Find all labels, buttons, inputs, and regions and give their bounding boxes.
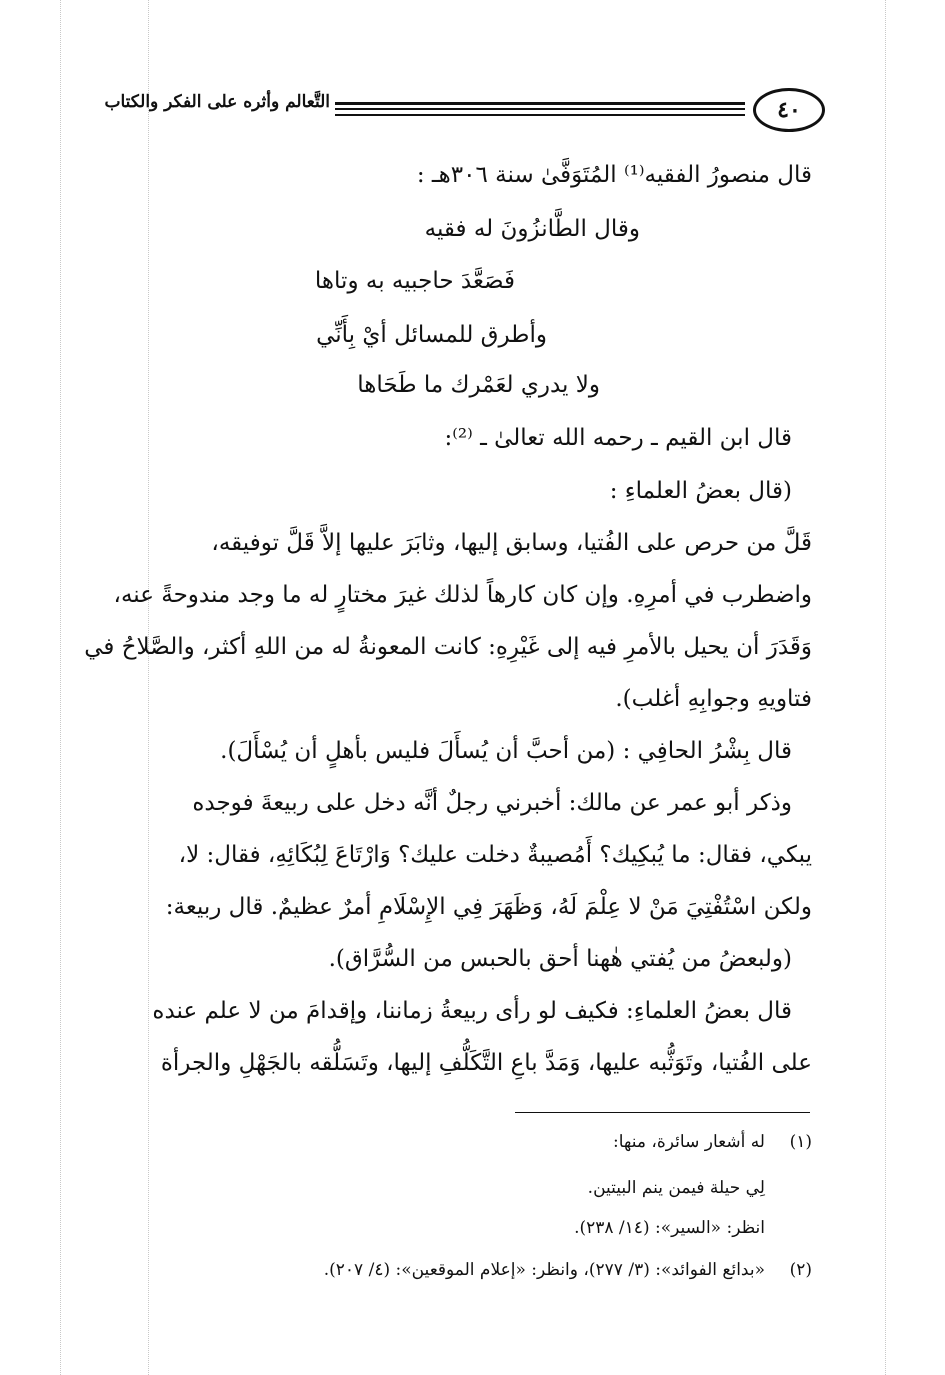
text-line: واضطرب في أمرِهِ. وإن كان كارهاً لذلك غيرَ مختارٍ له ما وجد مندوحةً عنه، (113, 582, 812, 608)
quote-intro: قال ابن القيم ـ رحمه الله تعالىٰ ـ ⁽²⁾: (444, 425, 792, 451)
scan-artifact-line (885, 0, 886, 1375)
footnote-verse: لِي حيلة فيمن ينم البيتين. (587, 1178, 765, 1198)
running-title: التَّعالم وأثره على الفكر والكتاب (104, 92, 330, 112)
header-rule (335, 102, 745, 105)
poem-verse: وأطرق للمسائل أيْ بِأَنِّي (316, 322, 547, 348)
intro-line: قال منصورُ الفقيه⁽¹⁾ المُتَوَفَّىٰ سنة ٣٠٦هـ : (416, 162, 812, 188)
quote-intro: (قال بعضُ العلماءِ : (609, 478, 792, 504)
header-rule (335, 114, 745, 116)
text-line: يبكي، فقال: ما يُبكِيك؟ أَمُصيبةٌ دخلت عليك؟ وَارْتَاعَ لِبُكَائِهِ، فقال: لا، (178, 842, 812, 868)
text-line: فتاويهِ وجوابِهِ أغلب). (615, 686, 812, 712)
header-rule (335, 108, 745, 110)
text-line: وذكر أبو عمر عن مالك: أخبرني رجلٌ أنَّه دخل على ربيعةَ فوجده (192, 790, 792, 816)
footnote-text: له أشعار سائرة، منها: (613, 1132, 765, 1152)
poem-verse: فَصَعَّدَ حاجبيه به وتاها (314, 268, 515, 294)
poem-verse: وقال الطَّانزُونَ له فقيه (424, 216, 640, 242)
text-line: قَلَّ من حرص على الفُتيا، وسابق إليها، وثابَرَ عليها إلاَّ قَلَّ توفيقه، (211, 530, 812, 556)
poem-verse: ولا يدري لعَمْرك ما طَحَاها (357, 372, 600, 398)
footnote-text: «بدائع الفوائد»: (٣/ ٢٧٧)، وانظر: «إعلام الموقعين»: (٤/ ٢٠٧). (323, 1260, 765, 1280)
scan-artifact-line (60, 0, 61, 1375)
footnote-separator (515, 1112, 810, 1113)
text-line: على الفُتيا، وتَوَثُّبه عليها، وَمَدَّ باعِ التَّكَلُّفِ إليها، وتَسَلُّقه بالجَهْلِ والجرأة (160, 1050, 812, 1076)
text-line: وَقَدَرَ أن يحيل بالأمرِ فيه إلى غَيْرِهِ: كانت المعونةُ له من اللهِ أكثر، والصَّلاحُ في (84, 634, 812, 660)
page-header (105, 88, 825, 138)
footnote-marker: (١) (789, 1132, 812, 1152)
text-line: قال بِشْرُ الحافِي : (من أحبَّ أن يُسأَلَ فليس بأهلٍ أن يُسْأَلَ). (220, 738, 792, 764)
page-number: ٤٠ (753, 88, 825, 132)
text-line: قال بعضُ العلماءِ: فكيف لو رأى ربيعةُ زماننا، وإقدامَ من لا علم عنده (152, 998, 792, 1024)
text-line: ولكن اسْتُفْتِيَ مَنْ لا عِلْمَ لَهُ، وَظَهَرَ فِي الإِسْلَامِ أمرٌ عظيمٌ. قال ربيعة: (165, 894, 812, 920)
scan-artifact-line (148, 0, 149, 1375)
footnote-reference: انظر: «السير»: (١٤/ ٢٣٨). (574, 1218, 765, 1238)
footnote-marker: (٢) (789, 1260, 812, 1280)
text-line: (ولبعضُ من يُفتي هٰهنا أحق بالحبس من السُّرَّاق). (328, 946, 792, 972)
